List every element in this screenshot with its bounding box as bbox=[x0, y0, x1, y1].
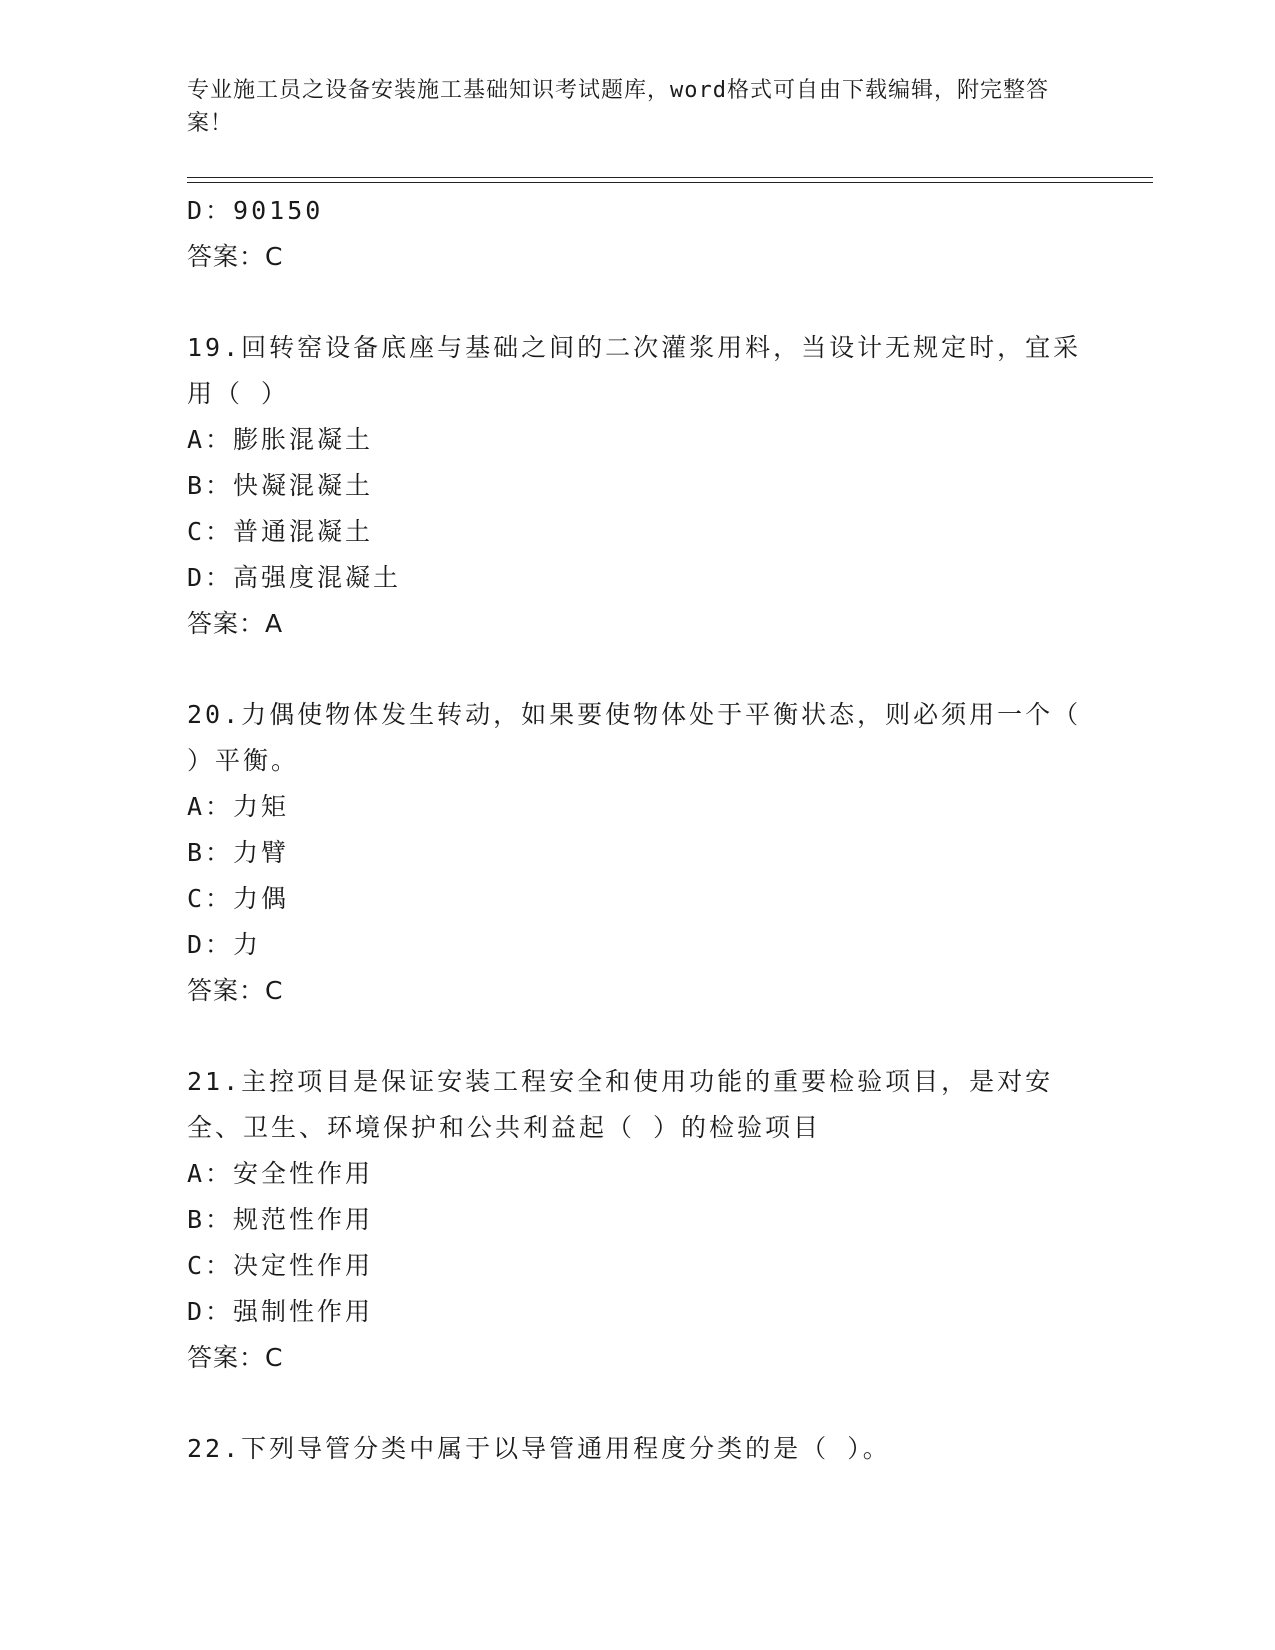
question-19 bbox=[187, 325, 1087, 647]
question-stem: 22.下列导管分类中属于以导管通用程度分类的是（ ）。 bbox=[187, 1434, 891, 1463]
option-c: C：力偶 bbox=[187, 884, 290, 913]
question-stem: 20.力偶使物体发生转动，如果要使物体处于平衡状态，则必须用一个（ ）平衡。 bbox=[187, 700, 1082, 775]
header-rule-bottom bbox=[187, 182, 1153, 183]
spacer bbox=[187, 647, 1087, 692]
header-rule-top bbox=[187, 177, 1153, 178]
document-body bbox=[187, 188, 1087, 1472]
question-20 bbox=[187, 692, 1087, 1014]
option-a: A：膨胀混凝土 bbox=[187, 425, 374, 454]
option-a: A：安全性作用 bbox=[187, 1159, 374, 1188]
question-stem: 19.回转窑设备底座与基础之间的二次灌浆用料，当设计无规定时，宜采用（ ） bbox=[187, 333, 1082, 408]
question-22 bbox=[187, 1426, 1087, 1472]
document-header: 专业施工员之设备安装施工基础知识考试题库，word格式可自由下载编辑，附完整答案！ bbox=[187, 78, 1049, 136]
answer: 答案：C bbox=[187, 1343, 284, 1372]
option-a: A：力矩 bbox=[187, 792, 290, 821]
option-c: C：决定性作用 bbox=[187, 1251, 374, 1280]
answer: 答案：C bbox=[187, 976, 284, 1005]
prev-option-d: D：90150 bbox=[187, 196, 324, 225]
option-d: D：力 bbox=[187, 930, 262, 959]
answer: 答案：A bbox=[187, 609, 284, 638]
spacer bbox=[187, 1381, 1087, 1426]
option-b: B：力臂 bbox=[187, 838, 290, 867]
spacer bbox=[187, 280, 1087, 325]
prev-answer: 答案：C bbox=[187, 242, 284, 271]
option-b: B：规范性作用 bbox=[187, 1205, 374, 1234]
option-c: C：普通混凝土 bbox=[187, 517, 374, 546]
question-21 bbox=[187, 1059, 1087, 1381]
option-d: D：高强度混凝土 bbox=[187, 563, 402, 592]
spacer bbox=[187, 1014, 1087, 1059]
option-d: D：强制性作用 bbox=[187, 1297, 374, 1326]
question-stem: 21.主控项目是保证安装工程安全和使用功能的重要检验项目，是对安全、卫生、环境保护和公共利益起（ ）的检验项目 bbox=[187, 1067, 1054, 1142]
option-b: B：快凝混凝土 bbox=[187, 471, 374, 500]
